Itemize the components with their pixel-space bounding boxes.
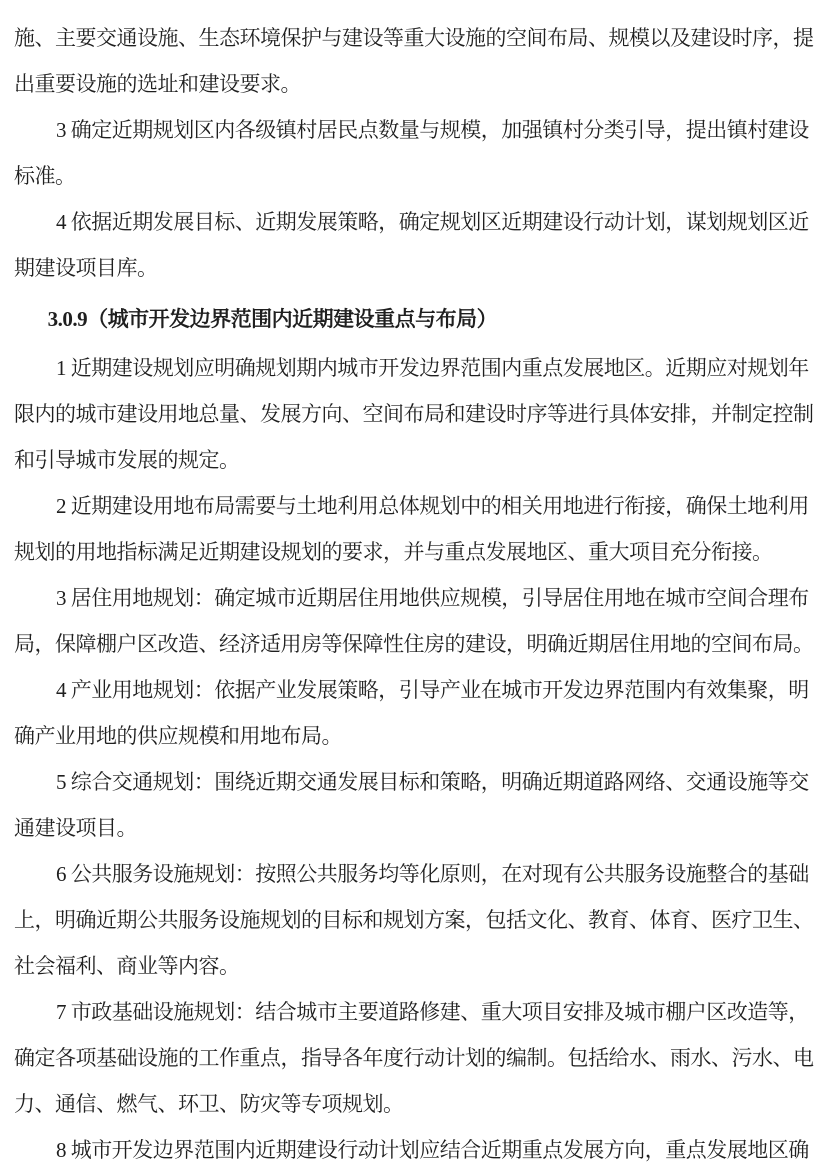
- text-line: 规划的用地指标满足近期建设规划的要求，并与重点发展地区、重大项目充分衔接。: [14, 540, 773, 564]
- text-line: 6 公共服务设施规划：按照公共服务均等化原则，在对现有公共服务设施整合的基础: [56, 862, 809, 886]
- section-heading: 3.0.9（城市开发边界范围内近期建设重点与布局）: [47, 307, 498, 331]
- text-line: 确定各项基础设施的工作重点，指导各年度行动计划的编制。包括给水、雨水、污水、电: [14, 1046, 814, 1070]
- text-line: 力、通信、燃气、环卫、防灾等专项规划。: [14, 1092, 404, 1116]
- text-line: 期建设项目库。: [14, 256, 158, 280]
- text-line: 通建设项目。: [14, 816, 137, 840]
- text-line: 社会福利、商业等内容。: [14, 954, 240, 978]
- text-line: 4 产业用地规划：依据产业发展策略，引导产业在城市开发边界范围内有效集聚，明: [56, 678, 809, 702]
- text-line: 5 综合交通规划：围绕近期交通发展目标和策略，明确近期道路网络、交通设施等交: [56, 770, 809, 794]
- text-line: 1 近期建设规划应明确规划期内城市开发边界范围内重点发展地区。近期应对规划年: [56, 356, 809, 380]
- text-line: 3 居住用地规划：确定城市近期居住用地供应规模，引导居住用地在城市空间合理布: [56, 586, 809, 610]
- text-line: 出重要设施的选址和建设要求。: [14, 72, 301, 96]
- text-line: 确产业用地的供应规模和用地布局。: [14, 724, 342, 748]
- text-line: 8 城市开发边界范围内近期建设行动计划应结合近期重点发展方向，重点发展地区确: [56, 1138, 809, 1162]
- text-line: 限内的城市建设用地总量、发展方向、空间布局和建设时序等进行具体安排，并制定控制: [14, 402, 814, 426]
- text-line: 3 确定近期规划区内各级镇村居民点数量与规模，加强镇村分类引导，提出镇村建设: [56, 118, 809, 142]
- text-line: 7 市政基础设施规划：结合城市主要道路修建、重大项目安排及城市棚户区改造等，: [56, 1000, 809, 1024]
- text-line: 和引导城市发展的规定。: [14, 448, 240, 472]
- text-line: 上，明确近期公共服务设施规划的目标和规划方案，包括文化、教育、体育、医疗卫生、: [14, 908, 814, 932]
- text-line: 局，保障棚户区改造、经济适用房等保障性住房的建设，明确近期居住用地的空间布局。: [14, 632, 814, 656]
- document-body: [14, 15, 814, 1173]
- text-line: 2 近期建设用地布局需要与土地利用总体规划中的相关用地进行衔接，确保土地利用: [56, 494, 809, 518]
- text-line: 4 依据近期发展目标、近期发展策略，确定规划区近期建设行动计划，谋划规划区近: [56, 210, 809, 234]
- text-line: 标准。: [14, 164, 76, 188]
- text-line: 施、主要交通设施、生态环境保护与建设等重大设施的空间布局、规模以及建设时序，提: [14, 26, 814, 50]
